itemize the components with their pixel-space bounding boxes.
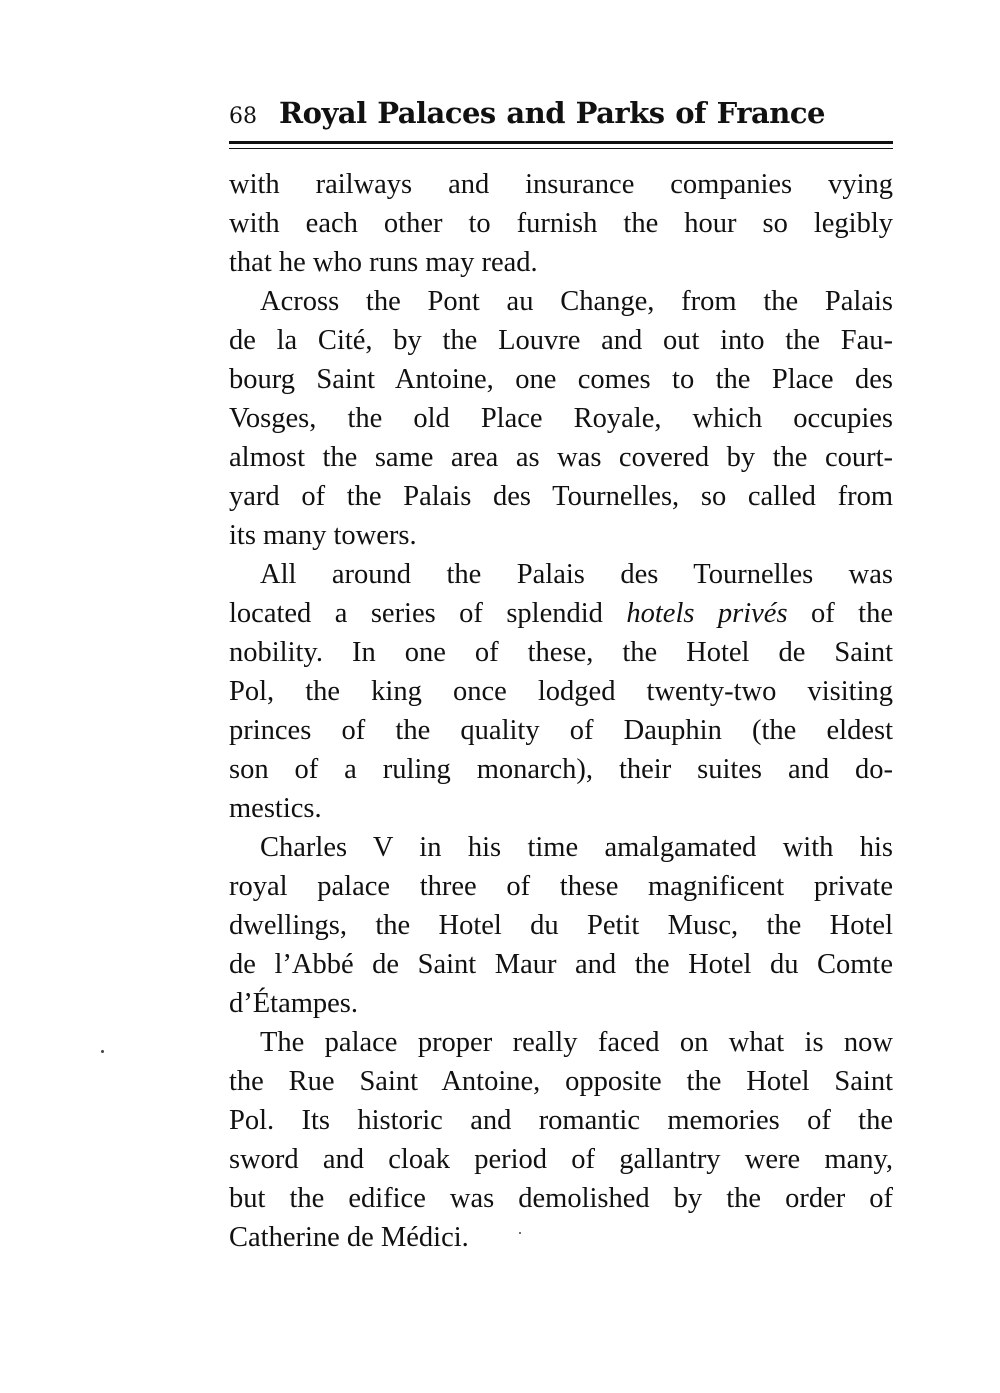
text-line: that he who runs may read. (229, 247, 538, 278)
text-line: dwellings, the Hotel du Petit Musc, the Hotel (229, 910, 893, 941)
running-head (229, 96, 893, 136)
text-line: the Rue Saint Antoine, opposite the Hotel Saint (229, 1066, 893, 1097)
text-line: The palace proper really faced on what is now (260, 1027, 893, 1058)
header-rule-thick (229, 141, 893, 144)
text-line: de l’Abbé de Saint Maur and the Hotel du Comte (229, 949, 893, 980)
text-line: but the edifice was demolished by the order of (229, 1183, 893, 1214)
scan-speck (519, 1232, 521, 1234)
text-line: mestics. (229, 793, 322, 824)
text-line: almost the same area as was covered by the court- (229, 442, 893, 473)
text-line: with railways and insurance companies vying (229, 169, 893, 200)
text-line: located a series of splendid hotels privés of the (229, 598, 893, 629)
text-line: with each other to furnish the hour so legibly (229, 208, 893, 239)
text-line: princes of the quality of Dauphin (the eldest (229, 715, 893, 746)
text-line: Pol, the king once lodged twenty-two visiting (229, 676, 893, 707)
text-line: d’Étampes. (229, 988, 359, 1019)
body-text (229, 165, 893, 1257)
text-line: Charles V in his time amalgamated with his (260, 832, 893, 863)
text-line: its many towers. (229, 520, 417, 551)
text-line: royal palace three of these magnificent private (229, 871, 893, 902)
text-line: Pol. Its historic and romantic memories of the (229, 1105, 893, 1136)
text-line: bourg Saint Antoine, one comes to the Place des (229, 364, 893, 395)
text-line: Catherine de Médici. (229, 1222, 469, 1253)
text-line: son of a ruling monarch), their suites and do- (229, 754, 893, 785)
page-number: 68 (229, 104, 257, 129)
text-line: Vosges, the old Place Royale, which occupies (229, 403, 893, 434)
header-rule-thin (229, 148, 893, 149)
page-title: Royal Palaces and Parks of France (279, 96, 825, 130)
text-line: Across the Pont au Change, from the Palais (260, 286, 893, 317)
text-line: All around the Palais des Tournelles was (260, 559, 893, 590)
text-line: sword and cloak period of gallantry were many, (229, 1144, 893, 1175)
text-line: de la Cité, by the Louvre and out into the Fau- (229, 325, 893, 356)
italic-phrase: hotels privés (626, 598, 788, 629)
scan-speck (101, 1050, 104, 1053)
text-line: yard of the Palais des Tournelles, so called from (229, 481, 893, 512)
text-line: nobility. In one of these, the Hotel de Saint (229, 637, 893, 668)
